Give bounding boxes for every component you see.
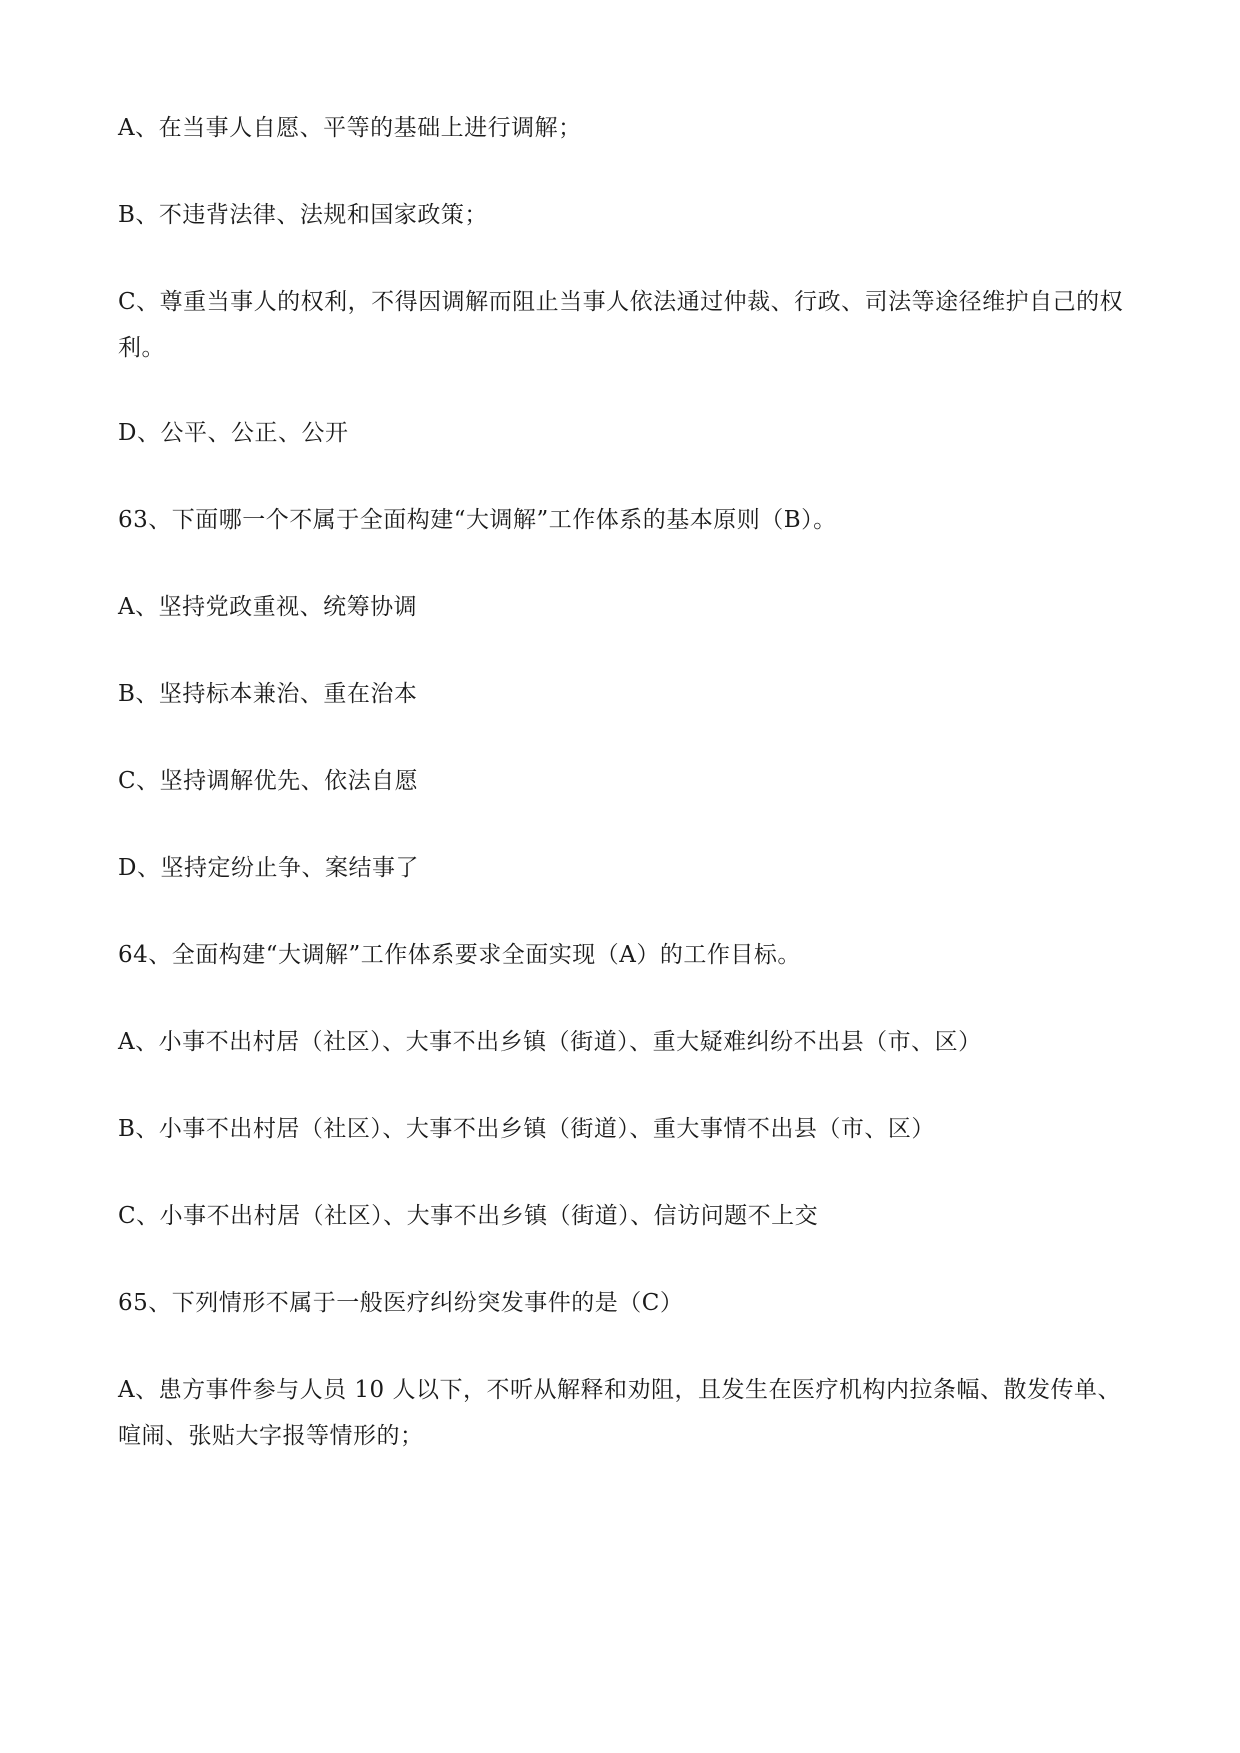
option-b-q62: B、不违背法律、法规和国家政策；: [118, 202, 488, 228]
option-b-q64: B、小事不出村居（社区）、大事不出乡镇（街道）、重大事情不出县（市、区）: [118, 1116, 935, 1142]
option-a-q63: A、坚持党政重视、统筹协调: [118, 594, 418, 620]
option-a-q64: A、小事不出村居（社区）、大事不出乡镇（街道）、重大疑难纠纷不出县（市、区）: [118, 1029, 982, 1055]
option-a-q62: A、在当事人自愿、平等的基础上进行调解；: [118, 115, 582, 141]
question-64: 64、全面构建“大调解”工作体系要求全面实现（A）的工作目标。: [118, 942, 801, 968]
question-63: 63、下面哪一个不属于全面构建“大调解”工作体系的基本原则（B）。: [118, 507, 837, 533]
option-c-q63: C、坚持调解优先、依法自愿: [118, 768, 419, 794]
question-65: 65、下列情形不属于一般医疗纠纷突发事件的是（C）: [118, 1290, 684, 1316]
option-c-q64: C、小事不出村居（社区）、大事不出乡镇（街道）、信访问题不上交: [118, 1203, 819, 1229]
option-b-q63: B、坚持标本兼治、重在治本: [118, 681, 418, 707]
option-a-q65: A、患方事件参与人员 10 人以下，不听从解释和劝阻，且发生在医疗机构内拉条幅、散发传单、喧闹、张贴大字报等情形的；: [118, 1377, 1121, 1449]
option-c-q62: C、尊重当事人的权利，不得因调解而阻止当事人依法通过仲裁、行政、司法等途径维护自己的权利。: [118, 289, 1124, 361]
option-d-q63: D、坚持定纷止争、案结事了: [118, 855, 419, 881]
option-d-q62: D、公平、公正、公开: [118, 420, 349, 446]
